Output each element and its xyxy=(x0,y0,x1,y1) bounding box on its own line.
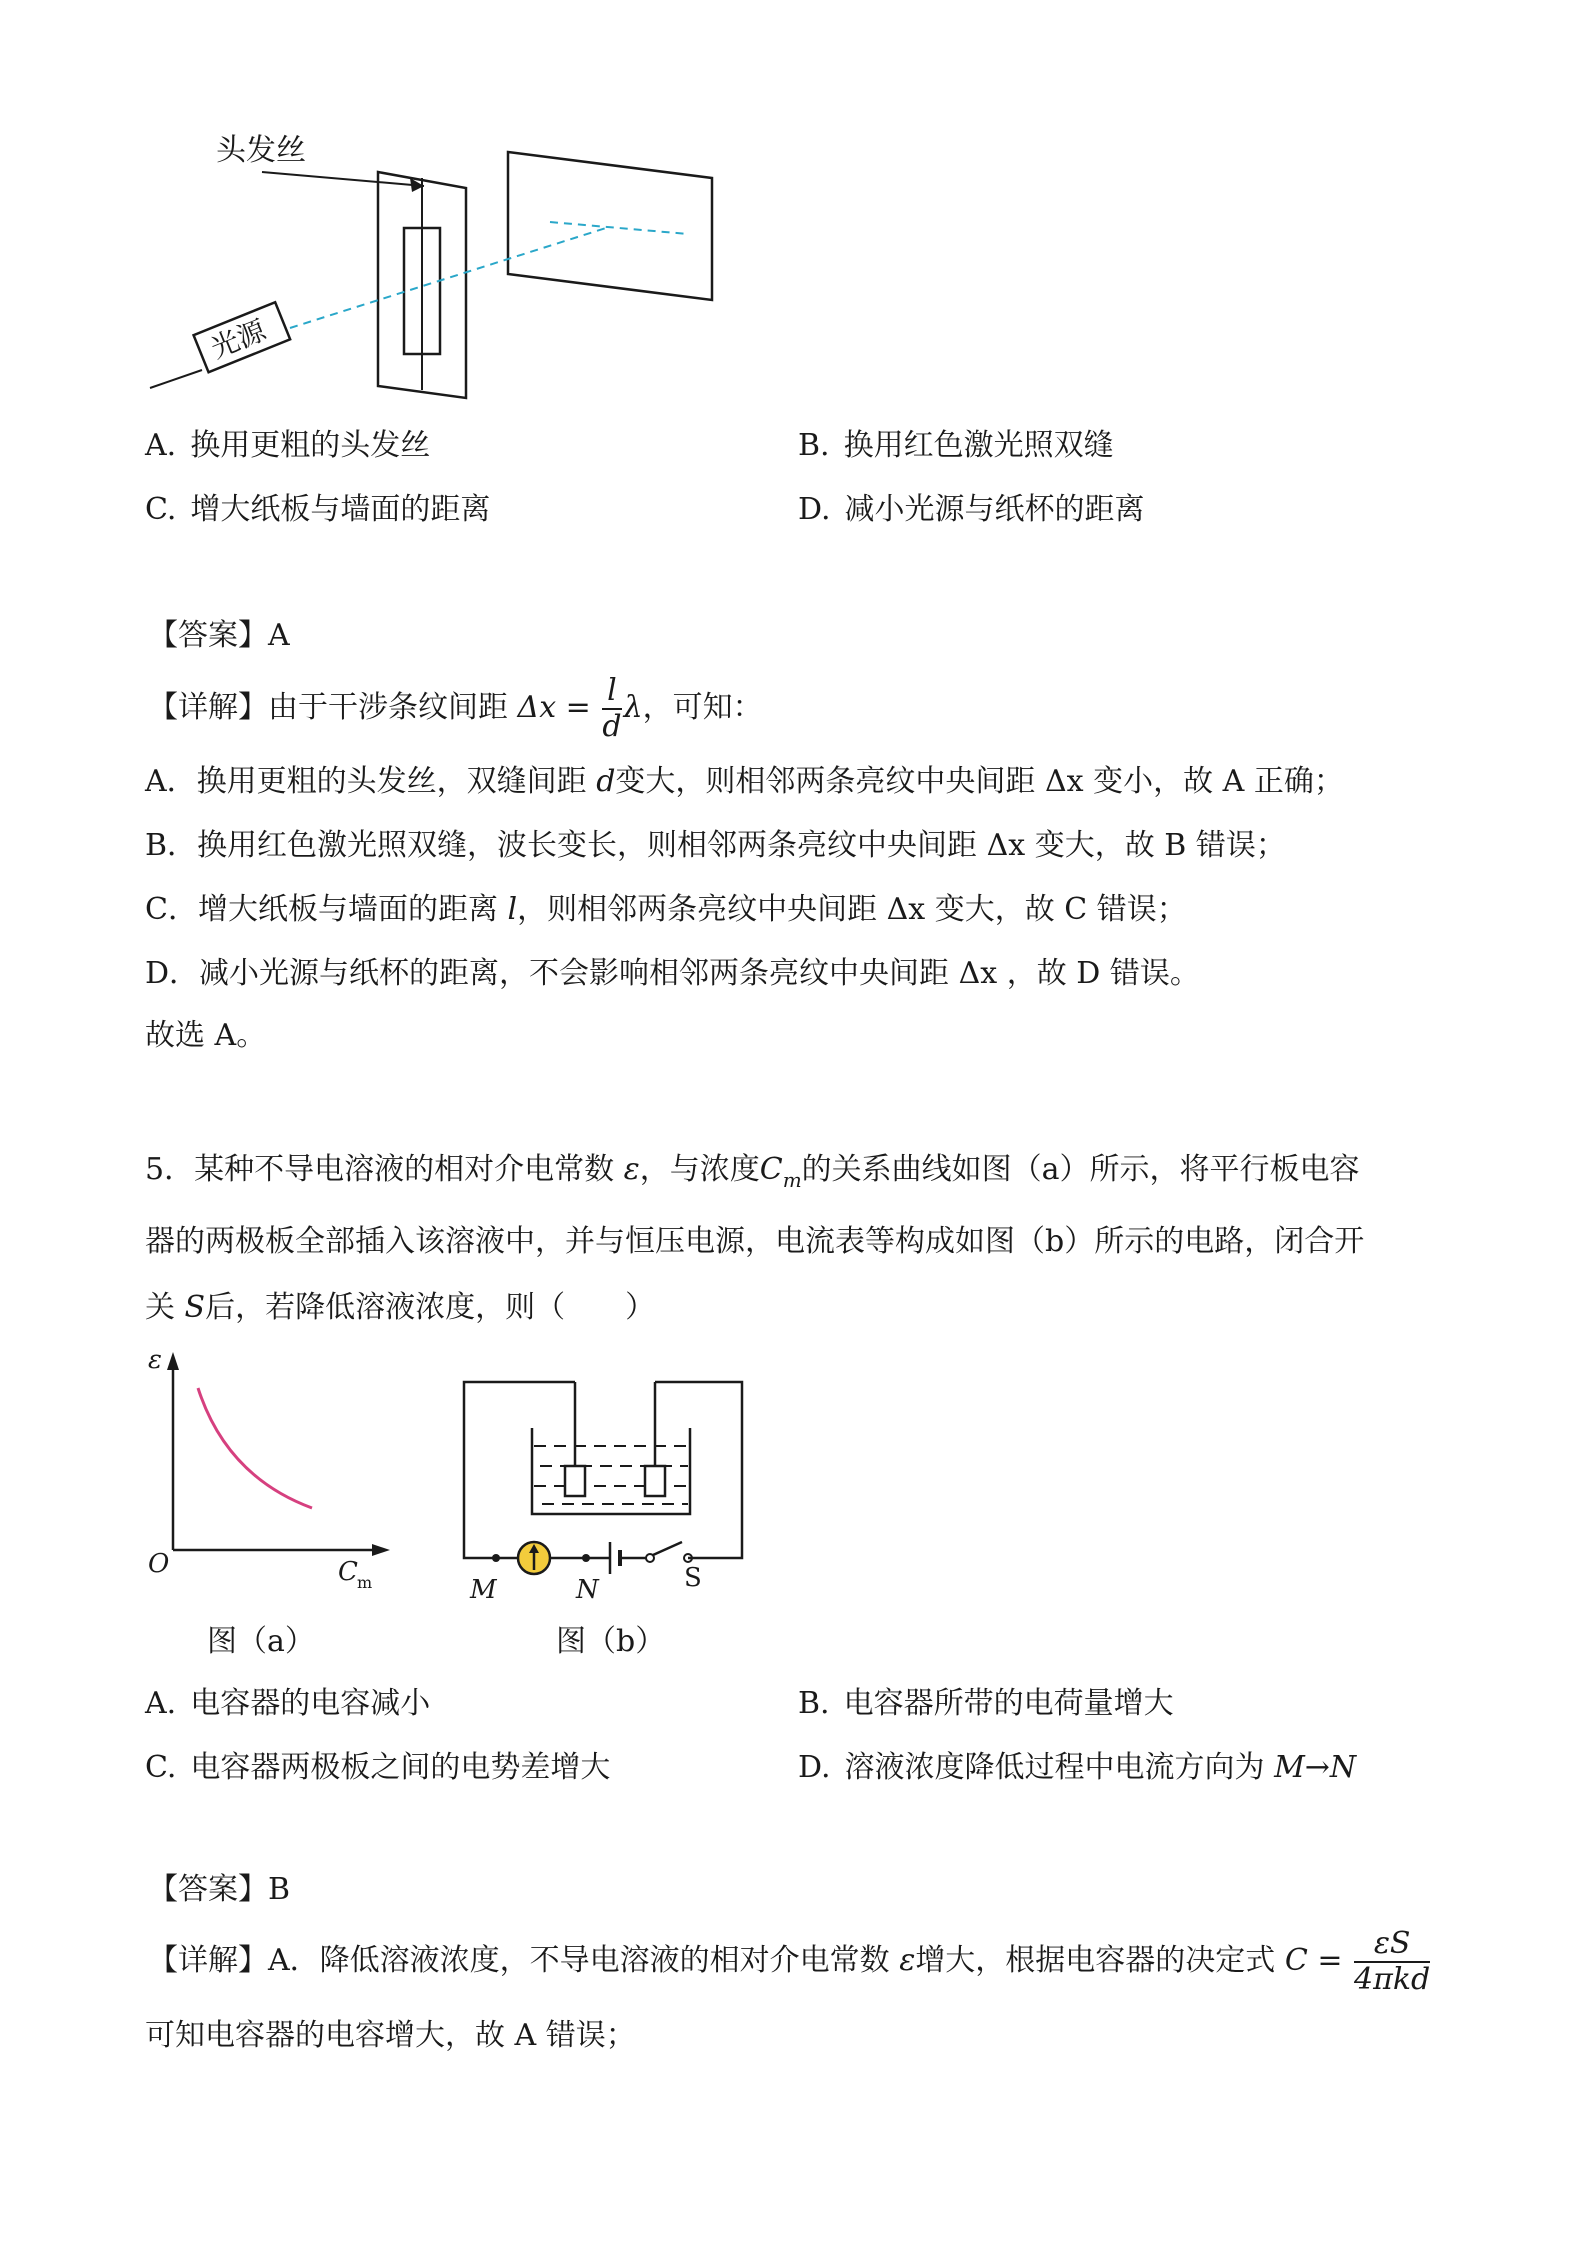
s-label: S xyxy=(684,1563,702,1593)
y-axis-label: ε xyxy=(148,1345,162,1375)
caption-b: 图（b） xyxy=(556,1624,666,1659)
q4-option-a: A. 换用更粗的头发丝 xyxy=(145,428,431,463)
left-plate xyxy=(565,1466,585,1496)
wall-screen xyxy=(508,152,712,300)
q4-detail-line-a: A．换用更粗的头发丝，双缝间距 d变大，则相邻两条亮纹中央间距 Δx 变小，故 A 正确； xyxy=(145,764,1344,799)
q5-detail-line1: 【详解】A．降低溶液浓度，不导电溶液的相对介电常数 ε增大，根据电容器的决定式 C = $\frac{\varepsilon S}{\text{4πkd}}$ xyxy=(148,1926,1431,1997)
q4-detail-line-c: C．增大纸板与墙面的距离 l，则相邻两条亮纹中央间距 Δx 变大，故 C 错误； xyxy=(145,892,1187,927)
q5-formula-fraction: $\frac{\varepsilon S}{\text{4πkd}}$ xyxy=(1354,1926,1431,1997)
q5-stem-line3: 关 S后，若降低溶液浓度，则（ ） xyxy=(145,1290,656,1325)
circuit-b xyxy=(450,1380,760,1610)
origin-label: O xyxy=(148,1549,170,1579)
q5-option-d: D. 溶液浓度降低过程中电流方向为 M→N xyxy=(798,1750,1357,1785)
q5-stem-line1: 5．某种不导电溶液的相对介电常数 ε，与浓度$C_m$的关系曲线如图（a）所示，将平行板电容 xyxy=(145,1152,1360,1192)
q4-detail-intro: 【详解】由于干涉条纹间距 Δx = $\frac{l}{d}$ λ，可知： xyxy=(148,673,763,744)
q4-answer: 【答案】A xyxy=(148,618,290,653)
q4-conclusion: 故选 A。 xyxy=(145,1018,267,1053)
x-axis-sub: m xyxy=(357,1573,373,1592)
n-label: N xyxy=(576,1575,599,1605)
q4-formula-fraction: $\frac{l}{d}$ xyxy=(602,673,622,744)
switch xyxy=(653,1542,682,1555)
fringe-line xyxy=(550,222,688,234)
q4-option-c: C. 增大纸板与墙面的距离 xyxy=(145,492,491,527)
q4-detail-line-b: B．换用红色激光照双缝，波长变长，则相邻两条亮纹中央间距 Δx 变大，故 B 错误； xyxy=(145,828,1286,863)
caption-a: 图（a） xyxy=(207,1624,315,1659)
q4-option-b: B. 换用红色激光照双缝 xyxy=(798,428,1114,463)
double-slit-diagram xyxy=(140,120,740,410)
q5-answer: 【答案】B xyxy=(148,1872,291,1907)
x-axis-label: C xyxy=(338,1557,358,1587)
right-plate xyxy=(645,1466,665,1496)
q5-option-b: B. 电容器所带的电荷量增大 xyxy=(798,1686,1174,1721)
q5-formula-lhs: C = xyxy=(1284,1943,1343,1978)
light-source-label: 光源 xyxy=(206,313,271,366)
q5-detail-line2: 可知电容器的电容增大，故 A 错误； xyxy=(145,2018,636,2053)
m-label: M xyxy=(470,1575,497,1605)
graph-a xyxy=(140,1340,410,1610)
q4-detail-line-d: D．减小光源与纸杯的距离，不会影响相邻两条亮纹中央间距 Δx ，故 D 错误。 xyxy=(145,956,1200,991)
epsilon-curve xyxy=(198,1388,312,1508)
q4-option-d: D. 减小光源与纸杯的距离 xyxy=(798,492,1145,527)
q5-option-a: A. 电容器的电容减小 xyxy=(145,1686,431,1721)
laser-beam xyxy=(290,228,606,328)
q5-stem-line2: 器的两极板全部插入该溶液中，并与恒压电源，电流表等构成如图（b）所示的电路，闭合开 xyxy=(145,1224,1365,1259)
q4-formula-lhs: Δx = xyxy=(517,690,591,725)
hair-label: 头发丝 xyxy=(216,133,306,168)
beaker xyxy=(532,1428,690,1514)
q5-option-c: C. 电容器两极板之间的电势差增大 xyxy=(145,1750,611,1785)
